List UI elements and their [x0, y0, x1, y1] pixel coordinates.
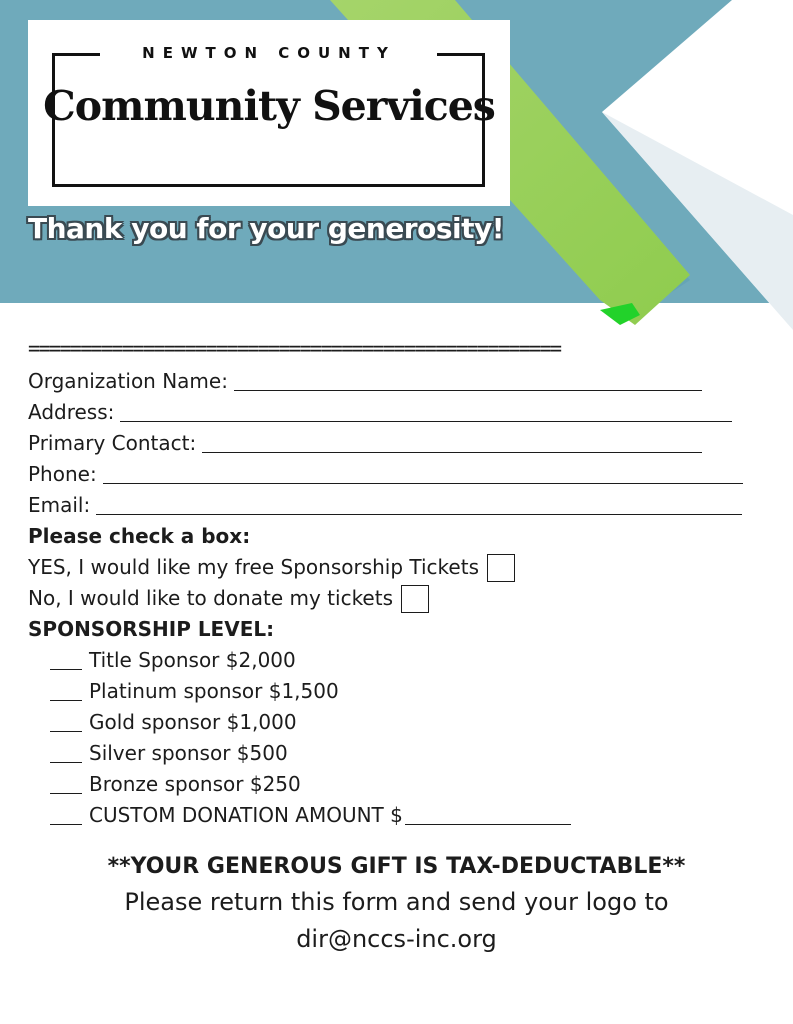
level-label: Silver sponsor $500	[89, 741, 288, 765]
level-title[interactable]	[28, 645, 778, 676]
donate-tickets-option[interactable]	[28, 583, 778, 614]
level-bronze[interactable]	[28, 769, 778, 800]
check-heading: Please check a box:	[28, 524, 251, 548]
level-gold[interactable]	[28, 707, 778, 738]
tax-note: **YOUR GENEROUS GIFT IS TAX-DEDUCTABLE**	[107, 854, 686, 879]
level-label: CUSTOM DONATION AMOUNT $	[89, 803, 403, 827]
donate-tickets-checkbox[interactable]	[401, 585, 429, 613]
level-custom[interactable]	[28, 800, 778, 831]
contact-email[interactable]: dir@nccs-inc.org	[296, 925, 497, 953]
field-blank[interactable]	[120, 403, 732, 422]
organization-name: Community Services	[43, 82, 495, 130]
level-blank[interactable]	[50, 682, 82, 701]
level-blank[interactable]	[50, 806, 82, 825]
level-label: Gold sponsor $1,000	[89, 710, 297, 734]
county-name: NEWTON COUNTY	[142, 44, 396, 62]
level-platinum[interactable]	[28, 676, 778, 707]
option-label: No, I would like to donate my tickets	[28, 586, 393, 610]
field-blank[interactable]	[103, 465, 743, 484]
primary-contact-field[interactable]	[28, 428, 778, 459]
divider-line: ===================================================	[28, 336, 561, 360]
level-blank[interactable]	[50, 713, 82, 732]
level-blank[interactable]	[50, 744, 82, 763]
level-blank[interactable]	[50, 651, 82, 670]
email-field[interactable]	[28, 490, 778, 521]
thank-you-heading: Thank you for your generosity!	[28, 212, 505, 245]
field-label: Address:	[28, 400, 115, 424]
field-label: Organization Name:	[28, 369, 228, 393]
sponsorship-heading: SPONSORSHIP LEVEL:	[28, 617, 275, 641]
free-tickets-checkbox[interactable]	[487, 554, 515, 582]
footer	[0, 850, 793, 958]
logo	[28, 20, 510, 206]
level-label: Bronze sponsor $250	[89, 772, 301, 796]
phone-field[interactable]	[28, 459, 778, 490]
header-banner	[0, 0, 793, 340]
field-blank[interactable]	[96, 496, 742, 515]
field-blank[interactable]	[202, 434, 702, 453]
level-label: Title Sponsor $2,000	[89, 648, 296, 672]
free-tickets-option[interactable]	[28, 552, 778, 583]
return-instructions: Please return this form and send your logo to	[124, 888, 669, 916]
option-label: YES, I would like my free Sponsorship Tickets	[28, 555, 479, 579]
organization-name-field[interactable]	[28, 366, 778, 397]
address-field[interactable]	[28, 397, 778, 428]
field-label: Phone:	[28, 462, 97, 486]
level-silver[interactable]	[28, 738, 778, 769]
sponsorship-form	[28, 330, 778, 831]
level-label: Platinum sponsor $1,500	[89, 679, 339, 703]
level-blank[interactable]	[50, 775, 82, 794]
custom-amount-blank[interactable]	[405, 806, 571, 825]
field-blank[interactable]	[234, 372, 702, 391]
field-label: Email:	[28, 493, 91, 517]
field-label: Primary Contact:	[28, 431, 197, 455]
